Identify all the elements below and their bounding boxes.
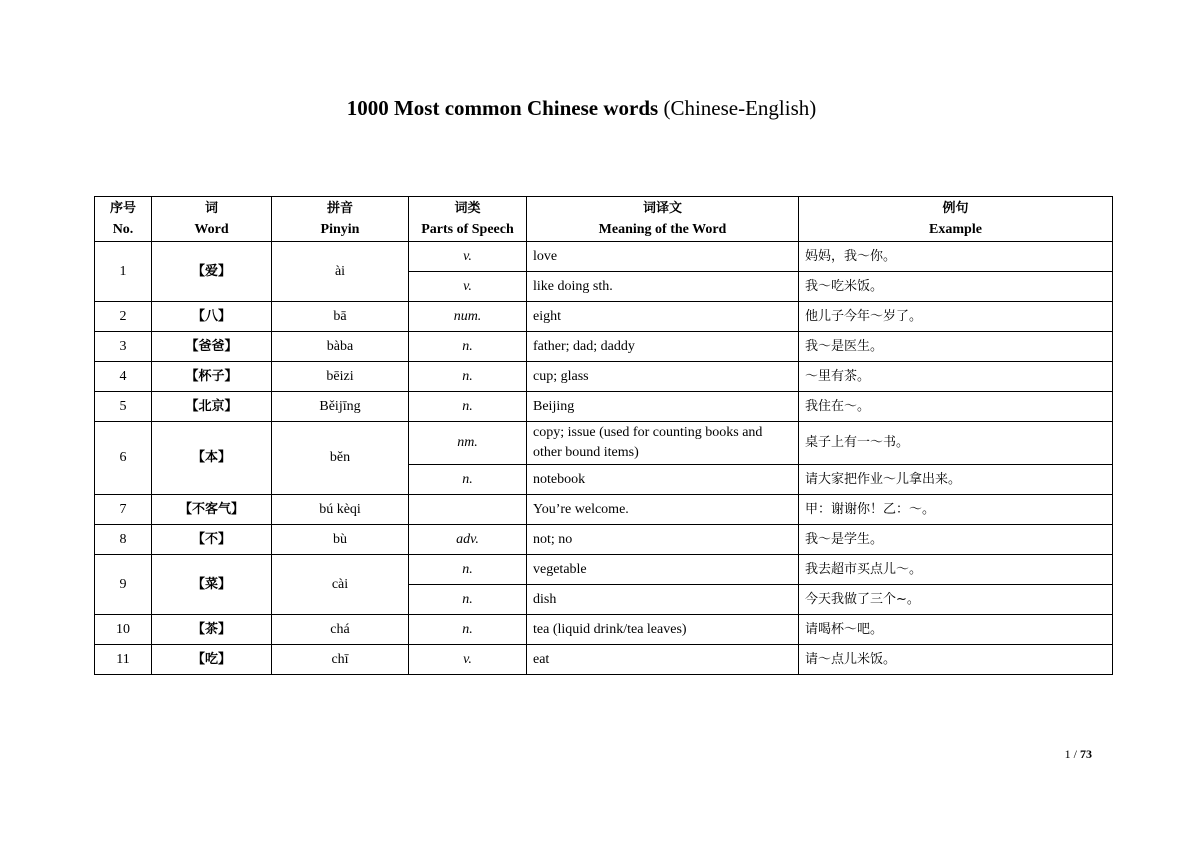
- cell-meaning: cup; glass: [527, 362, 799, 392]
- cell-pos: [409, 495, 527, 525]
- cell-example: ～里有茶。: [799, 362, 1113, 392]
- cell-no: 8: [95, 525, 152, 555]
- cell-pinyin: bú kèqi: [272, 495, 409, 525]
- cell-example: 我～是学生。: [799, 525, 1113, 555]
- header-no: 序号 No.: [95, 197, 152, 242]
- cell-example: 我去超市买点儿～。: [799, 555, 1113, 585]
- cell-meaning: not; no: [527, 525, 799, 555]
- cell-example: 今天我做了三个~。: [799, 585, 1113, 615]
- cell-pinyin: bā: [272, 302, 409, 332]
- cell-meaning: copy; issue (used for counting books and other bound items): [527, 422, 799, 465]
- cell-pos: v.: [409, 272, 527, 302]
- cell-example: 我～吃米饭。: [799, 272, 1113, 302]
- document-title: [0, 94, 1163, 122]
- title-main: 1000 Most common Chinese words: [346, 96, 659, 120]
- cell-pos: n.: [409, 392, 527, 422]
- cell-example: 我住在～。: [799, 392, 1113, 422]
- cell-example: 我～是医生。: [799, 332, 1113, 362]
- cell-word: 【不】: [152, 525, 272, 555]
- cell-word: 【本】: [152, 422, 272, 495]
- cell-meaning: like doing sth.: [527, 272, 799, 302]
- cell-pos: n.: [409, 585, 527, 615]
- cell-word: 【杯子】: [152, 362, 272, 392]
- table-row: [95, 525, 1113, 555]
- table-row: [95, 362, 1113, 392]
- cell-meaning: vegetable: [527, 555, 799, 585]
- cell-example: 请～点儿米饭。: [799, 645, 1113, 675]
- header-pos: 词类 Parts of Speech: [409, 197, 527, 242]
- cell-pos: n.: [409, 615, 527, 645]
- cell-word: 【爱】: [152, 242, 272, 302]
- cell-pinyin: chá: [272, 615, 409, 645]
- cell-no: 9: [95, 555, 152, 615]
- cell-pos: n.: [409, 362, 527, 392]
- table-row: [95, 392, 1113, 422]
- table-row: [95, 302, 1113, 332]
- cell-word: 【茶】: [152, 615, 272, 645]
- cell-word: 【吃】: [152, 645, 272, 675]
- cell-example: 请喝杯～吧。: [799, 615, 1113, 645]
- table-row: [95, 645, 1113, 675]
- cell-meaning: tea (liquid drink/tea leaves): [527, 615, 799, 645]
- cell-no: 6: [95, 422, 152, 495]
- cell-example: 妈妈，我～你。: [799, 242, 1113, 272]
- header-word: 词 Word: [152, 197, 272, 242]
- cell-word: 【八】: [152, 302, 272, 332]
- cell-no: 1: [95, 242, 152, 302]
- table-header-row: [95, 197, 1113, 242]
- table-row: [95, 495, 1113, 525]
- page-current: 1: [1064, 747, 1071, 761]
- cell-meaning: eat: [527, 645, 799, 675]
- cell-pinyin: cài: [272, 555, 409, 615]
- cell-word: 【爸爸】: [152, 332, 272, 362]
- cell-example: 甲：谢谢你！乙：～。: [799, 495, 1113, 525]
- cell-meaning: notebook: [527, 465, 799, 495]
- cell-example: 桌子上有一～书。: [799, 422, 1113, 465]
- cell-example: 请大家把作业～儿拿出来。: [799, 465, 1113, 495]
- cell-no: 4: [95, 362, 152, 392]
- table-row: [95, 422, 1113, 465]
- cell-pos: n.: [409, 555, 527, 585]
- cell-pos: v.: [409, 242, 527, 272]
- cell-word: 【北京】: [152, 392, 272, 422]
- header-example: 例句 Example: [799, 197, 1113, 242]
- cell-word: 【不客气】: [152, 495, 272, 525]
- cell-pos: nm.: [409, 422, 527, 465]
- cell-meaning: father; dad; daddy: [527, 332, 799, 362]
- cell-pinyin: chī: [272, 645, 409, 675]
- page-total: 73: [1080, 747, 1092, 761]
- cell-pinyin: bàba: [272, 332, 409, 362]
- cell-no: 7: [95, 495, 152, 525]
- page-number: [1040, 747, 1092, 762]
- cell-no: 2: [95, 302, 152, 332]
- cell-meaning: Beijing: [527, 392, 799, 422]
- cell-meaning: You’re welcome.: [527, 495, 799, 525]
- page-separator: /: [1070, 747, 1080, 761]
- title-sub: (Chinese-English): [663, 96, 817, 120]
- cell-no: 3: [95, 332, 152, 362]
- cell-no: 11: [95, 645, 152, 675]
- cell-pinyin: Běijīng: [272, 392, 409, 422]
- header-meaning: 词译文 Meaning of the Word: [527, 197, 799, 242]
- table-row: [95, 615, 1113, 645]
- cell-word: 【菜】: [152, 555, 272, 615]
- cell-pinyin: ài: [272, 242, 409, 302]
- cell-meaning: dish: [527, 585, 799, 615]
- cell-pos: n.: [409, 465, 527, 495]
- cell-meaning: eight: [527, 302, 799, 332]
- cell-meaning: love: [527, 242, 799, 272]
- cell-pos: n.: [409, 332, 527, 362]
- cell-no: 10: [95, 615, 152, 645]
- cell-no: 5: [95, 392, 152, 422]
- cell-pinyin: běn: [272, 422, 409, 495]
- vocabulary-table: [94, 196, 1113, 675]
- header-pinyin: 拼音 Pinyin: [272, 197, 409, 242]
- table-row: [95, 555, 1113, 585]
- table-row: [95, 332, 1113, 362]
- cell-pinyin: bù: [272, 525, 409, 555]
- cell-pos: adv.: [409, 525, 527, 555]
- cell-pos: num.: [409, 302, 527, 332]
- cell-pinyin: bēizi: [272, 362, 409, 392]
- table-row: [95, 242, 1113, 272]
- cell-example: 他儿子今年～岁了。: [799, 302, 1113, 332]
- cell-pos: v.: [409, 645, 527, 675]
